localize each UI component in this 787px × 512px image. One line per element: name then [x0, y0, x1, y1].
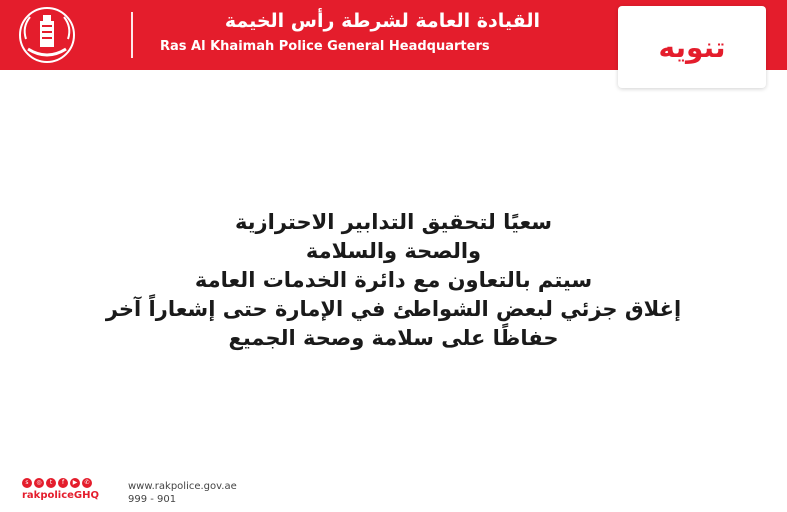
hq-title-english: Ras Al Khaimah Police General Headquarters — [160, 39, 490, 54]
message-line: سيتم بالتعاون مع دائرة الخدمات العامة — [194, 268, 593, 292]
whatsapp-icon[interactable]: ✆ — [82, 478, 92, 488]
footer-contact — [128, 480, 237, 506]
social-handle: rakpoliceGHQ — [22, 490, 100, 501]
notice-tag-label: تنويه — [658, 30, 726, 64]
snapchat-icon[interactable]: s — [22, 478, 32, 488]
twitter-icon[interactable]: t — [46, 478, 56, 488]
hq-title-arabic: القيادة العامة لشرطة رأس الخيمة — [224, 10, 540, 32]
header-divider — [131, 12, 133, 58]
instagram-icon[interactable]: ◎ — [34, 478, 44, 488]
notice-tag — [618, 6, 766, 88]
message-line: إغلاق جزئي لبعض الشواطئ في الإمارة حتى إشعاراً آخر — [105, 297, 682, 321]
footer-social — [22, 478, 99, 501]
facebook-icon[interactable]: f — [58, 478, 68, 488]
message-line: والصحة والسلامة — [305, 239, 482, 263]
announcement-message — [60, 208, 727, 353]
phone-number: 999 - 901 — [128, 494, 177, 505]
message-line: حفاظًا على سلامة وصحة الجميع — [228, 326, 559, 350]
website-link[interactable]: www.rakpolice.gov.ae — [128, 481, 237, 492]
youtube-icon[interactable]: ▶ — [70, 478, 80, 488]
police-emblem-icon — [16, 5, 78, 65]
message-line: سعيًا لتحقيق التدابير الاحترازية — [234, 210, 553, 234]
